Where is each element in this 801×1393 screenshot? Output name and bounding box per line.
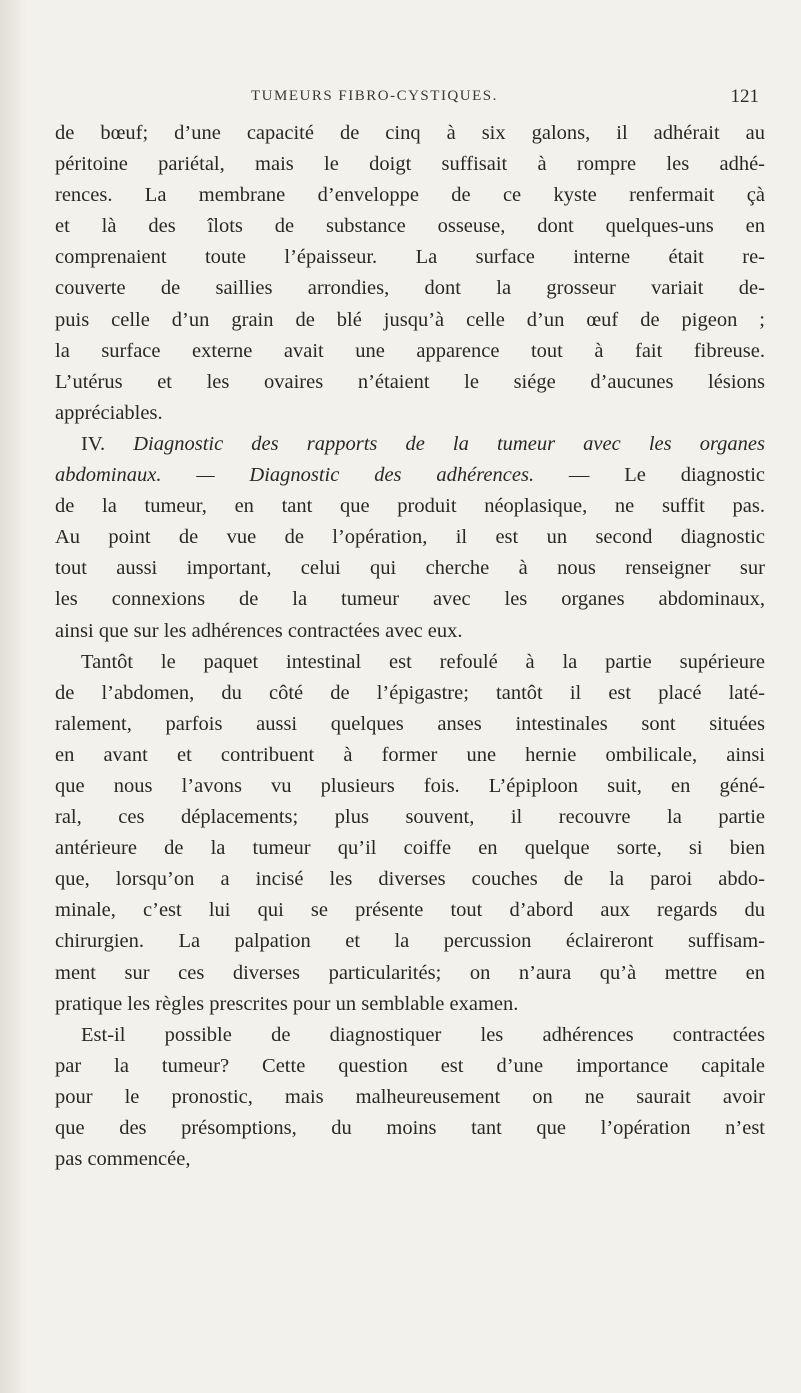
text-line: pratique les règles prescrites pour un semblable examen.	[55, 992, 519, 1015]
text-line: chirurgien. La palpation et la percussion éclaireront suffisam-	[55, 930, 765, 953]
text-line: de bœuf; d’une capacité de cinq à six galons, il adhérait au	[55, 122, 765, 144]
text-line: que nous l’avons vu plusieurs fois. L’épiploon suit, en géné-	[55, 774, 765, 797]
text-line: puis celle d’un grain de blé jusqu’à celle d’un œuf de pigeon ;	[55, 308, 765, 331]
text-line: ainsi que sur les adhérences contractées avec eux.	[55, 619, 463, 642]
text-line: ral, ces déplacements; plus souvent, il recouvre la partie	[55, 806, 765, 829]
text-line: rences. La membrane d’enveloppe de ce kyste renfermait çà	[55, 184, 765, 207]
text-line: en avant et contribuent à former une hernie ombilicale, ainsi	[55, 743, 765, 766]
text-line: antérieure de la tumeur qu’il coiffe en quelque sorte, si bien	[55, 837, 765, 860]
text-line: que des présomptions, du moins tant que l’opération n’est	[55, 1117, 765, 1139]
page-number: 121	[730, 86, 759, 107]
text-line: la surface externe avait une apparence tout à fait fibreuse.	[55, 339, 765, 362]
text-line: les connexions de la tumeur avec les organes abdominaux,	[55, 588, 765, 611]
text-line: ralement, parfois aussi quelques anses intestinales sont situées	[55, 712, 765, 735]
paragraph-displacements	[55, 647, 765, 1020]
text-line: péritoine pariétal, mais le doigt suffisait à rompre les adhé-	[55, 153, 765, 176]
text-line: minale, c’est lui qui se présente tout d’abord aux regards du	[55, 899, 765, 922]
text-line: L’utérus et les ovaires n’étaient le siége d’aucunes lésions	[55, 370, 765, 393]
paragraph-case-description	[55, 118, 765, 429]
text-line: appréciables.	[55, 401, 163, 424]
section-text-start: — Le diagnostic	[534, 464, 765, 487]
page-edge-shadow	[0, 0, 28, 1393]
section-title-part-1: Diagnostic des rapports de la tumeur avec les organes	[133, 432, 765, 455]
text-line: couverte de saillies arrondies, dont la grosseur variait de-	[55, 277, 765, 300]
text-line: tout aussi important, celui qui cherche à nous renseigner sur	[55, 557, 765, 580]
section-heading-paragraph	[55, 429, 765, 647]
text-line: Est-il possible de diagnostiquer les adhérences contractées	[81, 1023, 765, 1046]
section-heading-line	[55, 429, 765, 460]
text-line: de l’abdomen, du côté de l’épigastre; tantôt il est placé laté-	[55, 681, 765, 704]
paragraph-adhesions	[55, 1020, 765, 1175]
text-line: pas commencée,	[55, 1148, 191, 1171]
text-line: de la tumeur, en tant que produit néoplasique, ne suffit pas.	[55, 495, 765, 518]
text-line: comprenaient toute l’épaisseur. La surface interne était re-	[55, 246, 765, 269]
text-line: et là des îlots de substance osseuse, dont quelques-uns en	[55, 215, 765, 238]
text-line: pour le pronostic, mais malheureusement on ne saurait avoir	[55, 1085, 765, 1108]
section-number: IV.	[81, 432, 134, 455]
section-heading-line	[55, 460, 765, 491]
page-body	[55, 118, 765, 1175]
text-line: ment sur ces diverses particularités; on n’aura qu’à mettre en	[55, 961, 765, 984]
running-head	[55, 88, 765, 112]
text-line: par la tumeur? Cette question est d’une importance capitale	[55, 1054, 765, 1077]
running-title: TUMEURS FIBRO-CYSTIQUES.	[251, 88, 498, 104]
text-line: Tantôt le paquet intestinal est refoulé à la partie supérieure	[81, 650, 765, 673]
section-title-part-2: abdominaux. — Diagnostic des adhérences.	[55, 464, 535, 487]
text-line: que, lorsqu’on a incisé les diverses couches de la paroi abdo-	[55, 868, 765, 891]
text-line: Au point de vue de l’opération, il est un second diagnostic	[55, 526, 765, 549]
